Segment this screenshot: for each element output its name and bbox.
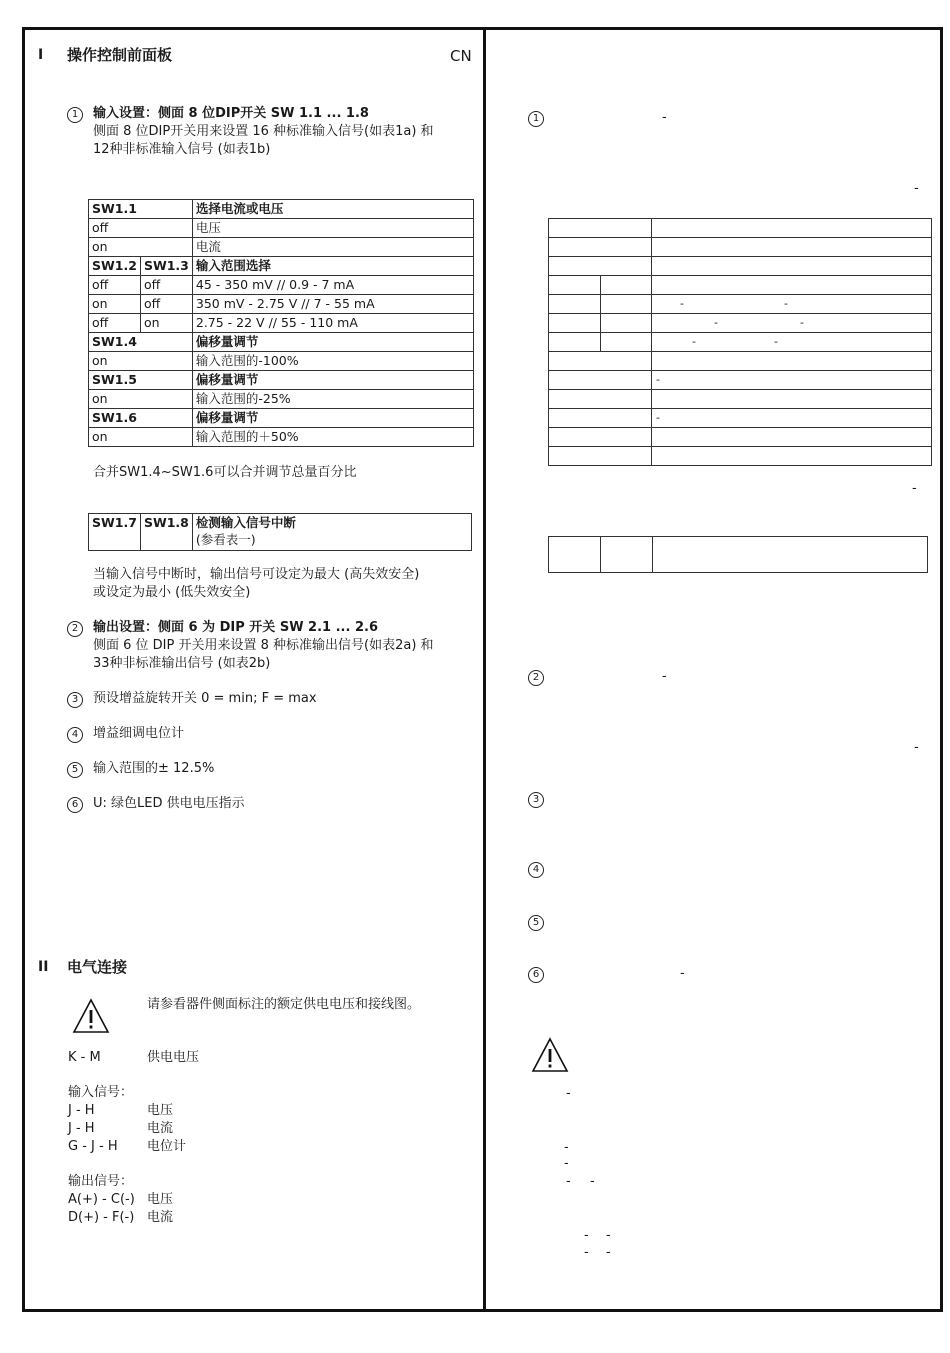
right-dash: - bbox=[662, 669, 667, 684]
item-number-2: 2 bbox=[67, 621, 83, 637]
switch-cell: on bbox=[89, 428, 193, 447]
switch-cell: SW1.1 bbox=[89, 200, 193, 219]
right-dash: - bbox=[783, 297, 788, 310]
offset-note: 合并SW1.4~SW1.6可以合并调节总量百分比 bbox=[93, 465, 357, 480]
section-number-1: I bbox=[38, 47, 44, 63]
switch-cell: on bbox=[89, 295, 141, 314]
output-row-label: D(+) - F(-) bbox=[68, 1210, 135, 1225]
item2-title: 输出设置：侧面 6 为 DIP 开关 SW 2.1 ... 2.6 bbox=[93, 620, 378, 635]
right-break-table bbox=[548, 536, 928, 573]
right-dash: - bbox=[566, 1086, 571, 1101]
item-number-6: 6 bbox=[67, 797, 83, 813]
switch-cell: SW1.4 bbox=[89, 333, 193, 352]
item-number-1: 1 bbox=[67, 107, 83, 123]
right-dash: - bbox=[914, 181, 919, 196]
output-row-value: 电流 bbox=[147, 1210, 174, 1225]
function-cell: 电流 bbox=[192, 238, 473, 257]
switch-cell: on bbox=[89, 352, 193, 371]
table-row bbox=[89, 371, 474, 390]
failsafe-line2: 或设定为最小 (低失效安全) bbox=[93, 585, 251, 600]
input-switch-table bbox=[88, 199, 474, 447]
item3-text: 预设增益旋转开关 0 = min; F = max bbox=[93, 691, 317, 706]
right-dash: - bbox=[564, 1156, 569, 1171]
function-cell: 电压 bbox=[192, 219, 473, 238]
right-dash: - bbox=[680, 297, 684, 310]
table-row bbox=[89, 257, 474, 276]
switch-cell: on bbox=[89, 238, 193, 257]
item1-title: 输入设置：侧面 8 位DIP开关 SW 1.1 ... 1.8 bbox=[93, 106, 369, 121]
item1-line1: 侧面 8 位DIP开关用来设置 16 种标准输入信号(如表1a) 和 bbox=[93, 124, 434, 139]
table-row bbox=[89, 428, 474, 447]
switch-cell: on bbox=[89, 390, 193, 409]
table-row bbox=[89, 276, 474, 295]
output-row-value: 电压 bbox=[147, 1192, 174, 1207]
item-number-3: 3 bbox=[67, 692, 83, 708]
right-dash: - bbox=[606, 1228, 611, 1243]
function-cell: 偏移量调节 bbox=[192, 409, 473, 428]
right-dash: - bbox=[564, 1140, 569, 1155]
item2-line1: 侧面 6 位 DIP 开关用来设置 8 种标准输出信号(如表2a) 和 bbox=[93, 638, 434, 653]
input-row-label: J - H bbox=[68, 1103, 95, 1118]
function-cell: 输入范围选择 bbox=[192, 257, 473, 276]
switch-cell: SW1.3 bbox=[140, 257, 192, 276]
input-row-label: G - J - H bbox=[68, 1139, 118, 1154]
switch-cell: off bbox=[89, 314, 141, 333]
supply-value: 供电电压 bbox=[147, 1050, 200, 1065]
item6-text: U: 绿色LED 供电电压指示 bbox=[93, 796, 245, 811]
input-row-value: 电流 bbox=[147, 1121, 174, 1136]
right-item-number-6: 6 bbox=[528, 967, 544, 983]
right-input-table bbox=[548, 218, 932, 466]
supply-label: K - M bbox=[68, 1050, 101, 1065]
switch-cell: off bbox=[140, 295, 192, 314]
warning-icon bbox=[72, 998, 110, 1034]
table-row bbox=[89, 295, 474, 314]
cell-sw17: SW1.7 bbox=[89, 514, 141, 551]
table-row bbox=[89, 219, 474, 238]
switch-cell: on bbox=[140, 314, 192, 333]
right-item-number-5: 5 bbox=[528, 915, 544, 931]
function-cell: 输入范围的＋50% bbox=[192, 428, 473, 447]
right-item-number-2: 2 bbox=[528, 670, 544, 686]
function-cell: 偏移量调节 bbox=[192, 333, 473, 352]
input-signal-title: 输入信号： bbox=[68, 1085, 134, 1100]
right-dash: - bbox=[656, 411, 660, 424]
right-dash: - bbox=[656, 373, 660, 386]
right-dash: - bbox=[584, 1228, 589, 1243]
right-dash: - bbox=[662, 110, 667, 125]
input-row-value: 电压 bbox=[147, 1103, 174, 1118]
right-item-number-3: 3 bbox=[528, 792, 544, 808]
table-row bbox=[89, 390, 474, 409]
right-dash: - bbox=[606, 1245, 611, 1260]
switch-cell: off bbox=[89, 219, 193, 238]
item-number-4: 4 bbox=[67, 727, 83, 743]
right-dash: - bbox=[584, 1245, 589, 1260]
right-dash: - bbox=[799, 316, 804, 329]
switch-cell: SW1.6 bbox=[89, 409, 193, 428]
switch-cell: off bbox=[140, 276, 192, 295]
right-dash: - bbox=[714, 316, 718, 329]
input-row-label: J - H bbox=[68, 1121, 95, 1136]
function-cell: 选择电流或电压 bbox=[192, 200, 473, 219]
section-title-2: 电气连接 bbox=[67, 958, 128, 976]
right-dash: - bbox=[692, 335, 696, 348]
language-code: CN bbox=[450, 47, 472, 65]
function-cell: 偏移量调节 bbox=[192, 371, 473, 390]
right-dash: - bbox=[566, 1174, 571, 1189]
item5-text: 输入范围的± 12.5% bbox=[93, 761, 215, 776]
table-row bbox=[89, 409, 474, 428]
break-detect-label: 检测输入信号中断 bbox=[195, 515, 296, 530]
output-row-label: A(+) - C(-) bbox=[68, 1192, 135, 1207]
table-row bbox=[89, 333, 474, 352]
item4-text: 增益细调电位计 bbox=[93, 726, 185, 741]
table-row bbox=[89, 352, 474, 371]
right-dash: - bbox=[914, 740, 919, 755]
input-row-value: 电位计 bbox=[147, 1139, 187, 1154]
function-cell: 输入范围的-100% bbox=[192, 352, 473, 371]
cell-sw18: SW1.8 bbox=[140, 514, 192, 551]
function-cell: 45 - 350 mV // 0.9 - 7 mA bbox=[192, 276, 473, 295]
function-cell: 2.75 - 22 V // 55 - 110 mA bbox=[192, 314, 473, 333]
table-row bbox=[89, 238, 474, 257]
warning-text: 请参看器件侧面标注的额定供电电压和接线图。 bbox=[147, 997, 421, 1012]
item2-line2: 33种非标准输出信号 (如表2b) bbox=[93, 656, 271, 671]
item-number-5: 5 bbox=[67, 762, 83, 778]
right-item-number-4: 4 bbox=[528, 862, 544, 878]
failsafe-line1: 当输入信号中断时，输出信号可设定为最大 (高失效安全) bbox=[93, 567, 420, 582]
break-detect-ref: (参看表一) bbox=[195, 532, 256, 547]
right-dash: - bbox=[912, 481, 917, 496]
column-divider bbox=[483, 27, 486, 1312]
output-signal-title: 输出信号： bbox=[68, 1174, 134, 1189]
break-detect-table bbox=[88, 513, 472, 551]
section-number-2: II bbox=[38, 959, 49, 975]
warning-icon bbox=[531, 1037, 569, 1073]
switch-cell: off bbox=[89, 276, 141, 295]
function-cell: 350 mV - 2.75 V // 7 - 55 mA bbox=[192, 295, 473, 314]
right-dash: - bbox=[680, 966, 685, 981]
function-cell: 输入范围的-25% bbox=[192, 390, 473, 409]
table-row bbox=[89, 314, 474, 333]
item1-line2: 12种非标准输入信号 (如表1b) bbox=[93, 142, 271, 157]
switch-cell: SW1.2 bbox=[89, 257, 141, 276]
right-dash: - bbox=[590, 1174, 595, 1189]
switch-cell: SW1.5 bbox=[89, 371, 193, 390]
table-row bbox=[89, 200, 474, 219]
right-dash: - bbox=[773, 335, 778, 348]
right-item-number-1: 1 bbox=[528, 111, 544, 127]
section-title-1: 操作控制前面板 bbox=[67, 46, 173, 64]
